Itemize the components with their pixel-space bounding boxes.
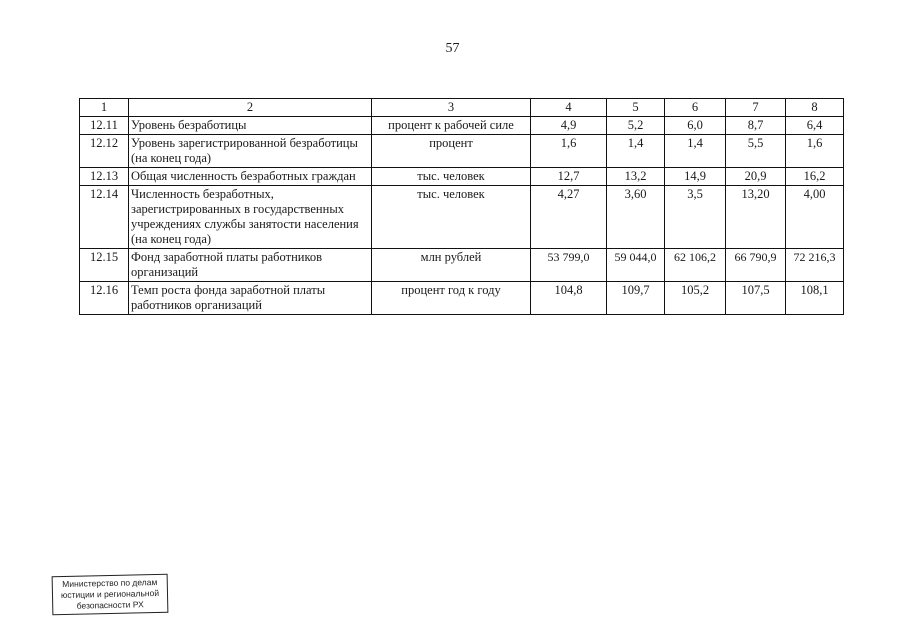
unit-of-measure: процент год к году [372, 282, 531, 315]
table-header-cell: 8 [786, 99, 844, 117]
value-cell: 1,4 [607, 135, 665, 168]
value-cell: 53 799,0 [531, 249, 607, 282]
table-header-cell: 1 [80, 99, 129, 117]
value-cell: 105,2 [665, 282, 726, 315]
value-cell: 59 044,0 [607, 249, 665, 282]
indicator-name: Темп роста фонда заработной платы работников организаций [129, 282, 372, 315]
value-cell: 62 106,2 [665, 249, 726, 282]
indicator-name: Уровень зарегистрированной безработицы (на конец года) [129, 135, 372, 168]
unit-of-measure: тыс. человек [372, 168, 531, 186]
value-cell: 16,2 [786, 168, 844, 186]
value-cell: 66 790,9 [726, 249, 786, 282]
row-number: 12.11 [80, 117, 129, 135]
value-cell: 13,2 [607, 168, 665, 186]
table-header-cell: 5 [607, 99, 665, 117]
row-number: 12.13 [80, 168, 129, 186]
value-cell: 5,2 [607, 117, 665, 135]
value-cell: 4,27 [531, 186, 607, 249]
indicator-name: Фонд заработной платы работников организаций [129, 249, 372, 282]
indicator-name: Общая численность безработных граждан [129, 168, 372, 186]
ministry-stamp: Министерство по делам юстиции и региональной безопасности РХ [52, 574, 169, 615]
table-row [80, 249, 844, 282]
table-header-cell: 4 [531, 99, 607, 117]
table-header-cell: 6 [665, 99, 726, 117]
table-header-row [80, 99, 844, 117]
table-row [80, 282, 844, 315]
value-cell: 4,9 [531, 117, 607, 135]
value-cell: 72 216,3 [786, 249, 844, 282]
table-row [80, 186, 844, 249]
value-cell: 4,00 [786, 186, 844, 249]
unit-of-measure: процент к рабочей силе [372, 117, 531, 135]
table-row [80, 168, 844, 186]
value-cell: 5,5 [726, 135, 786, 168]
value-cell: 14,9 [665, 168, 726, 186]
value-cell: 1,4 [665, 135, 726, 168]
row-number: 12.12 [80, 135, 129, 168]
table-header-cell: 3 [372, 99, 531, 117]
value-cell: 12,7 [531, 168, 607, 186]
value-cell: 6,0 [665, 117, 726, 135]
value-cell: 3,5 [665, 186, 726, 249]
value-cell: 1,6 [786, 135, 844, 168]
unit-of-measure: тыс. человек [372, 186, 531, 249]
value-cell: 107,5 [726, 282, 786, 315]
value-cell: 104,8 [531, 282, 607, 315]
value-cell: 20,9 [726, 168, 786, 186]
statistics-table [79, 98, 844, 315]
row-number: 12.14 [80, 186, 129, 249]
table-header-cell: 2 [129, 99, 372, 117]
value-cell: 109,7 [607, 282, 665, 315]
page-number: 57 [445, 41, 460, 56]
value-cell: 1,6 [531, 135, 607, 168]
unit-of-measure: процент [372, 135, 531, 168]
indicator-name: Уровень безработицы [129, 117, 372, 135]
value-cell: 8,7 [726, 117, 786, 135]
value-cell: 3,60 [607, 186, 665, 249]
value-cell: 13,20 [726, 186, 786, 249]
value-cell: 6,4 [786, 117, 844, 135]
row-number: 12.16 [80, 282, 129, 315]
table-row [80, 135, 844, 168]
table-row [80, 117, 844, 135]
row-number: 12.15 [80, 249, 129, 282]
value-cell: 108,1 [786, 282, 844, 315]
unit-of-measure: млн рублей [372, 249, 531, 282]
indicator-name: Численность безработных, зарегистрированных в государственных учреждениях службы занятости населения (на конец года) [129, 186, 372, 249]
table-header-cell: 7 [726, 99, 786, 117]
